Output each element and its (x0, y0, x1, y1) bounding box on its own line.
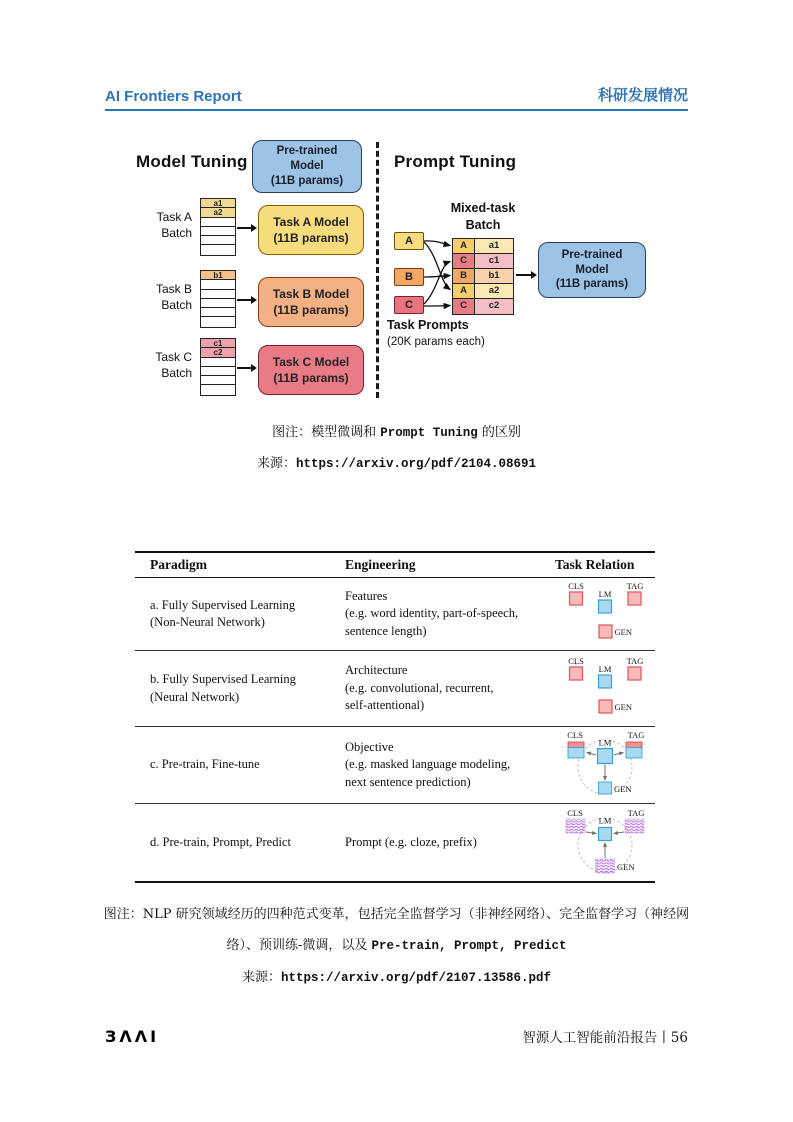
task-b-model-box (258, 277, 364, 327)
table-row (453, 239, 513, 254)
table-caption-line2 (0, 934, 793, 953)
page-footer (105, 1022, 688, 1050)
svg-text:LM: LM (598, 737, 612, 748)
figure-model-vs-prompt-tuning (130, 138, 670, 404)
label-line: Batch (465, 217, 501, 232)
batch-cell (201, 245, 235, 254)
caption-text: 图注：模型微调和 (272, 425, 381, 440)
batch-cell (201, 236, 235, 245)
svg-text:CLS: CLS (568, 581, 584, 591)
svg-text:GEN: GEN (614, 784, 632, 794)
cell-line: Architecture (345, 663, 408, 678)
cell-line: c. Pre-train, Fine-tune (150, 757, 260, 772)
table-source (0, 966, 793, 985)
table-caption-line1 (0, 903, 793, 922)
box-line: Model (575, 263, 609, 276)
engineering-cell (345, 662, 555, 715)
item-cell: a1 (475, 239, 513, 253)
batch-cell: a1 (201, 199, 235, 208)
svg-text:GEN: GEN (617, 861, 635, 872)
task-b-batch-table (200, 270, 236, 328)
task-a-model-box (258, 205, 364, 255)
task-c-batch-table (200, 338, 236, 396)
box-line: (11B params) (273, 371, 349, 385)
task-relation-finetune-diagram (555, 728, 655, 802)
cell-line: (e.g. masked language modeling, (345, 757, 511, 772)
cell-line: Objective (345, 739, 394, 754)
cell-line: (e.g. convolutional, recurrent, (345, 680, 494, 695)
label-line: Task A (156, 210, 192, 224)
svg-text:TAG: TAG (627, 807, 645, 818)
batch-cell (201, 290, 235, 299)
mixed-task-batch-table (452, 238, 514, 315)
column-header-paradigm: Paradigm (150, 557, 207, 572)
source-label: 来源： (241, 970, 281, 985)
column-header-engineering: Engineering (345, 557, 416, 572)
task-relation-isolated-diagram (555, 654, 655, 724)
svg-text:TAG: TAG (627, 730, 645, 740)
cell-line: d. Pre-train, Prompt, Predict (150, 834, 291, 849)
svg-text:GEN: GEN (614, 627, 632, 637)
task-cell: A (453, 239, 475, 253)
figure1-caption (0, 421, 793, 440)
batch-cell (201, 299, 235, 308)
dashed-divider (376, 142, 379, 398)
table-row (135, 578, 655, 651)
batch-cell (201, 308, 235, 317)
cell-line: Features (345, 588, 388, 603)
caption-text: 的区别 (477, 425, 521, 440)
paradigm-table (135, 551, 655, 883)
caption-latin: Prompt Tuning (380, 426, 478, 440)
arrow-icon (237, 299, 251, 301)
task-relation-prompt-diagram (555, 806, 655, 880)
batch-cell: b1 (201, 271, 235, 280)
paradigm-cell (135, 597, 345, 632)
prompt-letter: A (405, 235, 413, 247)
section-title: 科研发展情况 (597, 87, 688, 104)
svg-text:CLS: CLS (567, 807, 583, 818)
svg-text:CLS: CLS (567, 730, 583, 740)
task-a-batch-table (200, 198, 236, 256)
mixed-task-batch-label (420, 200, 546, 234)
svg-text:GEN: GEN (614, 701, 632, 712)
cell-line: b. Fully Supervised Learning (150, 672, 296, 686)
source-url: https://arxiv.org/pdf/2107.13586.pdf (280, 971, 552, 985)
svg-text:TAG: TAG (626, 581, 644, 591)
cell-line: (e.g. word identity, part-of-speech, (345, 606, 519, 621)
baai-logo: ЗΛΛΙ (105, 1026, 160, 1046)
box-line: (11B params) (270, 174, 344, 187)
label-line: Task B (155, 282, 192, 296)
task-c-model-box (258, 345, 364, 395)
cell-line: (Non-Neural Network) (150, 615, 265, 629)
cell-line: sentence length) (345, 623, 427, 638)
paradigm-cell (135, 834, 345, 852)
task-prompts-label (387, 317, 485, 350)
item-cell: b1 (475, 269, 513, 283)
batch-cell: c1 (201, 339, 235, 348)
paradigm-cell (135, 756, 345, 774)
footer-page-label: 智源人工智能前沿报告丨56 (522, 1030, 688, 1046)
prompt-routing-arrows (424, 234, 454, 314)
item-cell: c1 (475, 254, 513, 268)
figure1-source (0, 452, 793, 471)
pretrained-model-box-right (538, 242, 646, 298)
table-row (135, 727, 655, 804)
arrow-icon (237, 367, 251, 369)
arrow-icon (516, 274, 531, 276)
batch-cell (201, 218, 235, 227)
model-tuning-title: Model Tuning (136, 152, 248, 171)
table-row (453, 299, 513, 314)
table-row (135, 804, 655, 881)
engineering-cell (345, 834, 555, 852)
box-line: Model (290, 160, 324, 173)
label-line: (20K params each) (387, 336, 485, 349)
box-line: (11B params) (273, 303, 349, 317)
item-cell: a2 (475, 284, 513, 298)
task-relation-isolated-diagram (555, 579, 655, 649)
task-cell: B (453, 269, 475, 283)
prompt-letter: C (405, 299, 413, 311)
label-line: Batch (161, 297, 192, 312)
batch-cell (201, 376, 235, 385)
task-b-batch-label (130, 282, 192, 313)
batch-cell (201, 317, 235, 326)
label-line: Batch (161, 365, 192, 380)
caption-text: 络）、预训练-微调，以及 (226, 938, 372, 953)
task-relation-cell (555, 654, 655, 724)
box-line: Pre-trained (561, 248, 623, 261)
prompt-tuning-title: Prompt Tuning (394, 152, 517, 171)
batch-cell (201, 358, 235, 367)
source-url: https://arxiv.org/pdf/2104.08691 (295, 457, 537, 471)
table-row (453, 284, 513, 299)
caption-text: 图注：NLP 研究领域经历的四种范式变革，包括完全监督学习（非神经网络）、完全监督学习（神经网 (103, 907, 690, 922)
box-line: (11B params) (555, 278, 629, 291)
table-row (453, 269, 513, 284)
task-cell: C (453, 299, 475, 314)
prompt-a-box (394, 232, 424, 250)
batch-cell (201, 227, 235, 236)
task-cell: A (453, 284, 475, 298)
batch-cell (201, 367, 235, 376)
svg-text:CLS: CLS (568, 655, 584, 666)
box-line: (11B params) (273, 231, 349, 245)
table-row (453, 254, 513, 269)
box-line: Task A Model (273, 214, 349, 229)
cell-line: self-attentional) (345, 698, 425, 713)
item-cell: c2 (475, 299, 513, 314)
task-a-batch-label (130, 210, 192, 241)
box-line: Pre-trained (276, 145, 338, 158)
cell-line: Prompt (e.g. cloze, prefix) (345, 834, 477, 849)
cell-line: a. Fully Supervised Learning (150, 597, 296, 612)
prompt-letter: B (405, 271, 413, 283)
table-header-row (135, 553, 655, 578)
source-label: 来源： (256, 456, 296, 471)
paradigm-cell (135, 671, 345, 706)
task-cell: C (453, 254, 475, 268)
label-line: Mixed-task (450, 201, 516, 215)
page-header (105, 84, 688, 111)
pretrained-model-box-left (252, 140, 362, 193)
table-row (135, 651, 655, 727)
box-line: Task C Model (272, 354, 350, 369)
task-relation-cell (555, 728, 655, 802)
column-header-task-relation: Task Relation (555, 557, 635, 572)
svg-text:LM: LM (598, 815, 612, 825)
batch-cell: c2 (201, 348, 235, 357)
task-relation-cell (555, 579, 655, 649)
task-c-batch-label (130, 350, 192, 381)
prompt-c-box (394, 296, 424, 314)
label-line: Task Prompts (387, 318, 469, 332)
cell-line: next sentence prediction) (345, 774, 471, 789)
svg-text:LM: LM (598, 663, 612, 674)
label-line: Batch (161, 225, 192, 240)
prompt-b-box (394, 268, 424, 286)
svg-text:LM: LM (598, 589, 612, 599)
engineering-cell (345, 588, 555, 641)
arrow-icon (237, 227, 251, 229)
batch-cell (201, 385, 235, 394)
batch-cell: a2 (201, 208, 235, 217)
engineering-cell (345, 739, 555, 792)
box-line: Task B Model (272, 286, 350, 301)
task-relation-cell (555, 806, 655, 880)
report-title: AI Frontiers Report (105, 88, 242, 105)
cell-line: (Neural Network) (150, 689, 240, 704)
batch-cell (201, 280, 235, 289)
svg-text:TAG: TAG (626, 655, 644, 666)
caption-latin: Pre-train, Prompt, Predict (371, 939, 567, 953)
label-line: Task C (155, 350, 192, 364)
